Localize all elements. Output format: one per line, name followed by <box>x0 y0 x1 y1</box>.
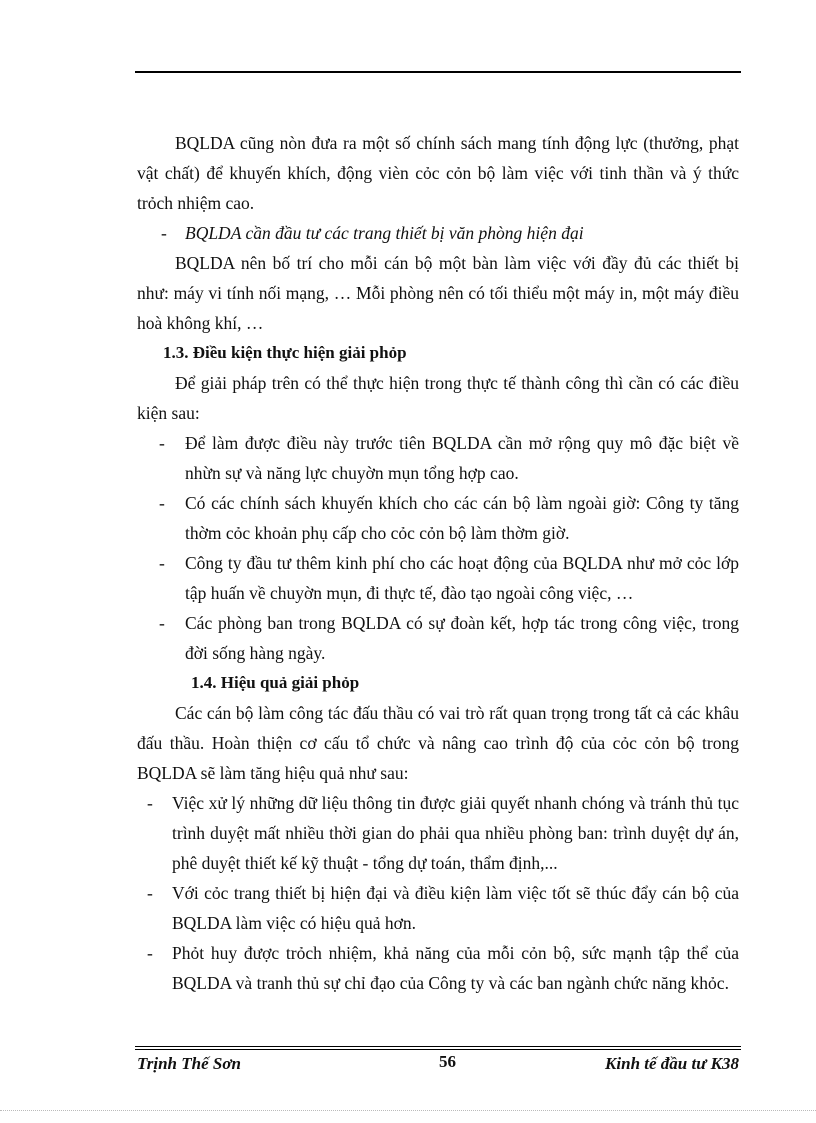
page-number: 56 <box>439 1052 456 1071</box>
paragraph-conditions-intro: Để giải pháp trên có thể thực hiện trong thực tế thành công thì cần có các điều kiện sau: <box>137 373 739 423</box>
list-item <box>137 548 739 608</box>
italic-list-item-text: BQLDA cần đầu tư các trang thiết bị văn phòng hiện đại <box>185 223 584 243</box>
header-rule <box>135 71 741 73</box>
footer-author: Trịnh Thế Sơn <box>137 1054 241 1073</box>
footer-rule-top <box>135 1046 741 1047</box>
paragraph-effects-intro: Các cán bộ làm công tác đấu thầu có vai trò rất quan trọng trong tất cả các khâu đấu thầu. Hoàn thiện cơ cấu tổ chức và nâng cao trình độ của cỏc cỏn bộ trong BQLDA sẽ làm tăng hiệu quả như sau: <box>137 703 739 783</box>
list-item-text: Với cỏc trang thiết bị hiện đại và điều kiện làm việc tốt sẽ thúc đẩy cán bộ của BQLDA làm việc có hiệu quả hơn. <box>172 883 739 933</box>
list-item-text: Công ty đầu tư thêm kinh phí cho các hoạt động của BQLDA như mở cỏc lớp tập huấn về chuyờn mụn, đi thực tế, đào tạo ngoài công việc, … <box>185 553 739 603</box>
list-item-text: Có các chính sách khuyến khích cho các cán bộ làm ngoài giờ: Công ty tăng thờm cỏc khoản phụ cấp cho cỏc cỏn bộ làm thờm giờ. <box>185 493 739 543</box>
footer-course: Kinh tế đầu tư K38 <box>605 1054 739 1073</box>
list-dash: - <box>147 793 153 813</box>
list-item <box>137 488 739 548</box>
list-item <box>137 788 739 878</box>
list-item <box>137 608 739 668</box>
paragraph-motivation-policy: BQLDA cũng nòn đưa ra một số chính sách mang tính động lực (thưởng, phạt vật chất) để khuyến khích, động vièn cỏc cỏn bộ làm việc với tinh thần và ý thức trỏch nhiệm cao. <box>137 133 739 213</box>
list-item-text: Để làm được điều này trước tiên BQLDA cần mở rộng quy mô đặc biệt về nhừn sự và năng lực chuyờn mụn tổng hợp cao. <box>185 433 739 483</box>
section-heading-1-4: 1.4. Hiệu quả giải phỏp <box>191 673 360 692</box>
effects-list <box>137 788 739 998</box>
list-item <box>137 938 739 998</box>
page-footer <box>137 1054 739 1076</box>
list-dash: - <box>159 613 165 633</box>
list-item-text: Phỏt huy được trỏch nhiệm, khả năng của mỗi cỏn bộ, sức mạnh tập thể của BQLDA và tranh thủ sự chỉ đạo của Công ty và các ban ngành chức năng khỏc. <box>172 943 739 993</box>
list-item-text: Các phòng ban trong BQLDA có sự đoàn kết, hợp tác trong công việc, trong đời sống hàng ngày. <box>185 613 739 663</box>
italic-list-item <box>137 218 739 248</box>
list-dash: - <box>147 943 153 963</box>
list-item-text: Việc xử lý những dữ liệu thông tin được giải quyết nhanh chóng và tránh thủ tục trình duyệt mất nhiều thời gian do phải qua nhiều phòng ban: trình duyệt dự án, phê duyệt thiết kế kỹ thuật - tổng dự toán, thẩm định,... <box>172 793 739 873</box>
list-item <box>137 878 739 938</box>
page-edge <box>0 1110 816 1111</box>
list-dash: - <box>159 493 165 513</box>
list-dash: - <box>161 223 167 243</box>
section-heading-1-3: 1.3. Điều kiện thực hiện giải phỏp <box>163 343 407 362</box>
list-item <box>137 428 739 488</box>
conditions-list <box>137 428 739 668</box>
paragraph-equipment: BQLDA nên bố trí cho mỗi cán bộ một bàn làm việc với đầy đủ các thiết bị như: máy vi tính nối mạng, … Mỗi phòng nên có tối thiểu một máy in, một máy điều hoà không khí, … <box>137 253 739 333</box>
document-body <box>137 128 739 998</box>
list-dash: - <box>147 883 153 903</box>
list-dash: - <box>159 553 165 573</box>
list-dash: - <box>159 433 165 453</box>
footer-rule-bottom <box>135 1049 741 1050</box>
